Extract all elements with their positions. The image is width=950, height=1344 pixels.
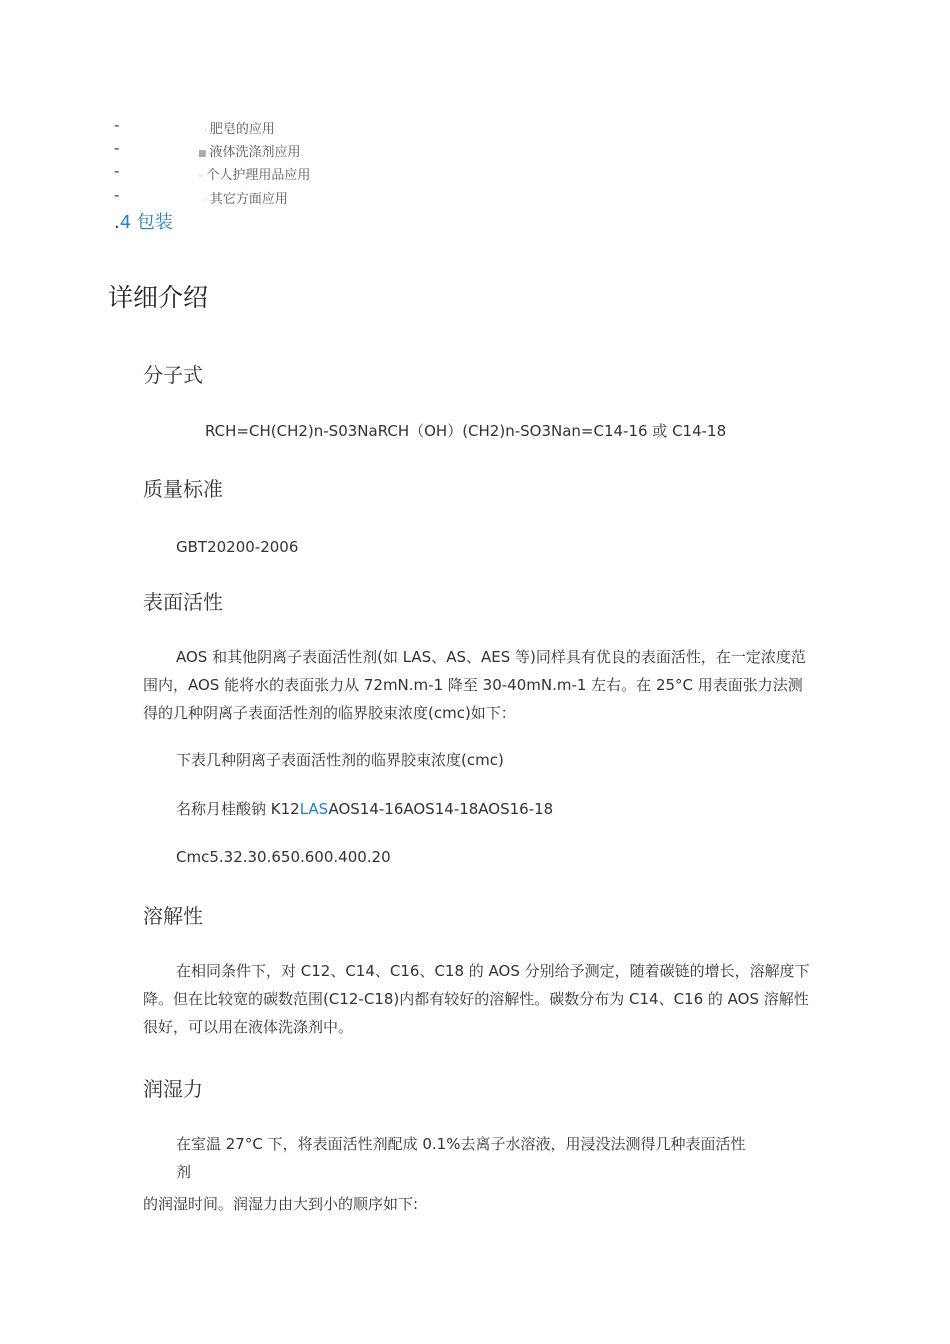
- names-suffix: AOS14-16AOS14-18AOS16-18: [328, 800, 554, 818]
- list-dash: -: [114, 116, 120, 134]
- toc-item-liquid-detergent[interactable]: [198, 141, 301, 160]
- las-link[interactable]: LAS: [299, 800, 329, 818]
- solubility-paragraph: 在相同条件下，对 C12、C14、C16、C18 的 AOS 分别给予测定，随着碳链的增长，溶解度下降。但在比较宽的碳数范围(C12-C18)内都有较好的溶解性。碳数分布为 C14、C16 的 AOS 溶解性很好，可以用在液体洗涤剂中。: [143, 962, 810, 1036]
- standard-text: GBT20200-2006: [176, 538, 299, 556]
- formula-text: RCH=CH(CH2)n-S03NaRCH（OH）(CH2)n-SO3Nan=C14-16 或 C14-18: [205, 422, 727, 440]
- table-cmc-row: Cmc5.32.30.650.600.400.20: [176, 848, 391, 866]
- list-dash: -: [114, 186, 120, 204]
- wetting-line-3: 的润湿时间。润湿力由大到小的顺序如下:: [143, 1195, 419, 1213]
- toc-item-label: 肥皂的应用: [209, 122, 275, 137]
- bullet-icon: ◦: [198, 172, 204, 182]
- toc-item-other[interactable]: [204, 188, 288, 207]
- surface-activity-paragraph: AOS 和其他阴离子表面活性剂(如 LAS、AS、AES 等)同样具有优良的表面活性，在一定浓度范围内，AOS 能将水的表面张力从 72mN.m-1 降至 30-40mN.m-1 左右。在 25°C 用表面张力法测得的几种阴离子表面活性剂的临界胶束浓度(cmc)如下：: [143, 648, 806, 722]
- section-heading-surface-activity: 表面活性: [143, 590, 223, 614]
- section-heading-standard: 质量标准: [143, 477, 223, 501]
- names-prefix: 名称月桂酸钠 K12: [176, 800, 300, 818]
- toc-item-label: 其它方面应用: [209, 192, 288, 207]
- toc-item-label: 液体洗涤剂应用: [209, 145, 301, 160]
- list-dash: -: [114, 162, 120, 180]
- toc-packaging-label: 4 包装: [119, 212, 173, 233]
- bullet-icon: ·: [204, 196, 207, 206]
- section-heading-wetting: 润湿力: [143, 1077, 203, 1101]
- toc-item-personal-care[interactable]: [198, 164, 310, 183]
- table-names-row: [176, 795, 553, 823]
- page-title: 详细介绍: [108, 283, 209, 312]
- toc-item-label: 个人护理用品应用: [206, 168, 311, 183]
- bullet-icon: ■: [198, 149, 207, 159]
- wetting-line-1: 在室温 27°C 下，将表面活性剂配成 0.1%去离子水溶液，用浸没法测得几种表面活性: [176, 1135, 746, 1153]
- section-heading-formula: 分子式: [143, 363, 203, 387]
- toc-packaging-prefix: .: [114, 212, 120, 233]
- table-caption: 下表几种阴离子表面活性剂的临界胶束浓度(cmc): [176, 751, 504, 769]
- section-heading-solubility: 溶解性: [143, 904, 203, 928]
- wetting-line-2: 剂: [176, 1163, 192, 1181]
- toc-packaging-link[interactable]: [114, 208, 173, 234]
- bullet-icon: ·: [204, 126, 207, 136]
- list-dash: -: [114, 139, 120, 157]
- toc-item-soap[interactable]: [204, 118, 275, 137]
